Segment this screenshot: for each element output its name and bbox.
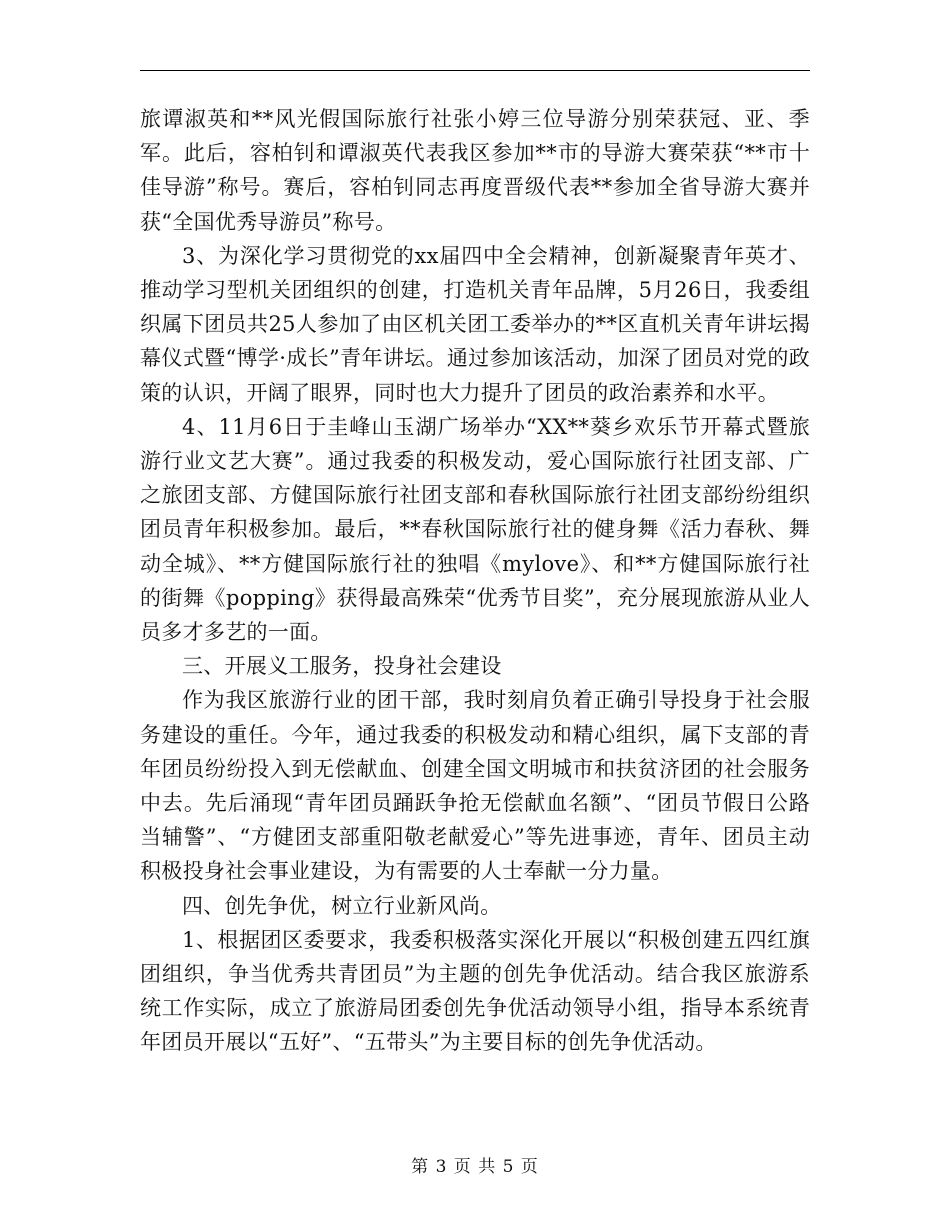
paragraph-continuation: 旅谭淑英和**风光假国际旅行社张小婷三位导游分别荣获冠、亚、季军。此后，容柏钊和谭淑英代表我区参加**市的导游大赛荣获“**市十佳导游”称号。赛后，容柏钊同志再度晋级代表**参加全省导游大赛并获“全国优秀导游员”称号。 (140, 107, 810, 234)
page-number-footer: 第 3 页 共 5 页 (411, 1157, 539, 1177)
section-heading-excellence: 四、创先争优，树立行业新风尚。 (182, 893, 502, 918)
paragraph-volunteer-service: 作为我区旅游行业的团干部，我时刻肩负着正确引导投身于社会服务建设的重任。今年，通过我委的积极发动和精心组织，属下支部的青年团员纷纷投入到无偿献血、创建全国文明城市和扶贫济团的社会服务中去。先后涌现“青年团员踊跃争抢无偿献血名额”、“团员节假日公路当辅警”、“方健团支部重阳敬老献爱心”等先进事迹，青年、团员主动积极投身社会事业建设，为有需要的人士奉献一分力量。 (140, 688, 810, 884)
header-rule (140, 70, 810, 71)
section-heading-volunteer-service: 三、开展义工服务，投身社会建设 (182, 654, 502, 679)
paragraph-item-3: 3、为深化学习贯彻党的xx届四中全会精神，创新凝聚青年英才、推动学习型机关团组织的创建，打造机关青年品牌，5月26日，我委组织属下团员共25人参加了由区机关团工委举办的**区直机关青年讲坛揭幕仪式暨“博学·成长”青年讲坛。通过参加该活动，加深了团员对党的政策的认识，开阔了眼界，同时也大力提升了团员的政治素养和水平。 (140, 243, 810, 405)
document-body (140, 102, 810, 1060)
paragraph-item-4: 4、11月6日于圭峰山玉湖广场举办“XX**葵乡欢乐节开幕式暨旅游行业文艺大赛”。通过我委的积极发动，爱心国际旅行社团支部、广之旅团支部、方健国际旅行社团支部和春秋国际旅行社团支部纷纷组织团员青年积极参加。最后，**春秋国际旅行社的健身舞《活力春秋、舞动全城》、**方健国际旅行社的独唱《mylove》、和**方健国际旅行社的街舞《popping》获得最高殊荣“优秀节目奖”，充分展现旅游从业人员多才多艺的一面。 (140, 414, 810, 645)
paragraph-excellence-item-1: 1、根据团区委要求，我委积极落实深化开展以“积极创建五四红旗团组织，争当优秀共青团员”为主题的创先争优活动。结合我区旅游系统工作实际，成立了旅游局团委创先争优活动领导小组，指导本系统青年团员开展以“五好”、“五带头”为主要目标的创先争优活动。 (140, 927, 810, 1055)
